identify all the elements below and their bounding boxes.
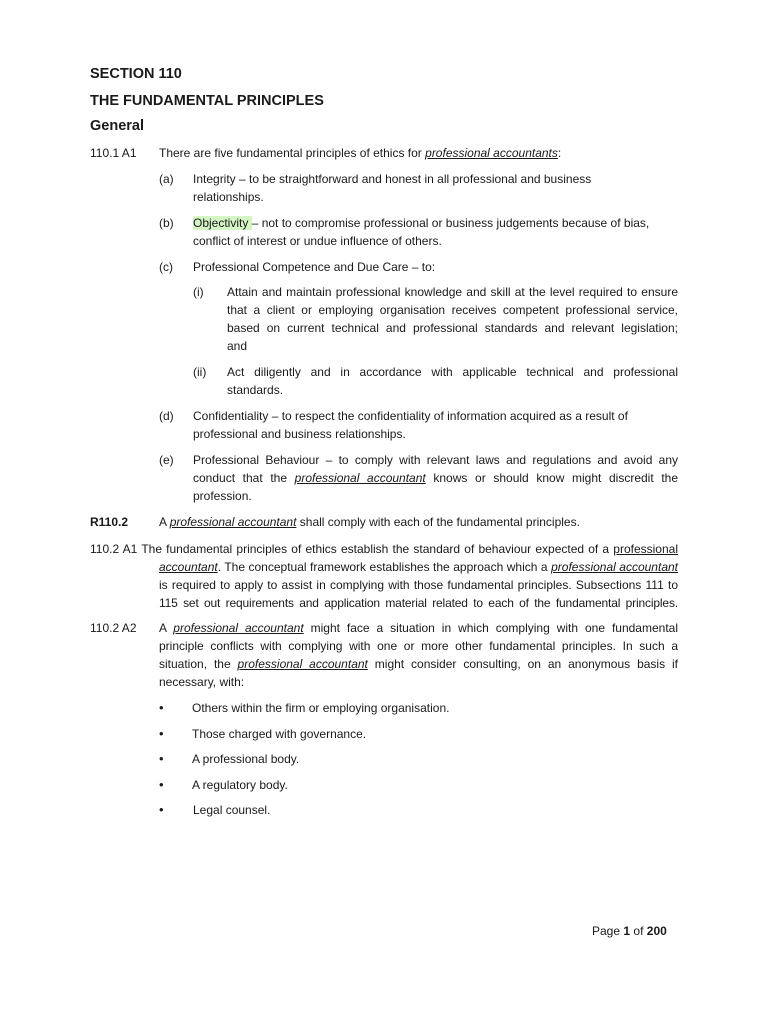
bullet-icon: • xyxy=(159,726,164,741)
bullet-icon: • xyxy=(159,777,164,792)
section-number: SECTION 110 xyxy=(90,66,182,82)
section-title: THE FUNDAMENTAL PRINCIPLES xyxy=(90,93,324,109)
item-b-line1: – not to compromise professional or business judgements because of bias, xyxy=(251,216,650,230)
item-e-line1: Professional Behaviour – to comply with relevant laws and regulations and avoid any xyxy=(193,453,678,467)
list-item xyxy=(159,725,367,743)
a2-line3-post: might consider consulting, on an anonymous basis if xyxy=(367,657,678,671)
a1-line4: 115 set out requirements and application material related to each of the fundamental principles. xyxy=(159,596,678,610)
item-text-b xyxy=(193,214,678,250)
item-label-c: (c) xyxy=(159,260,173,274)
subitem-i-line1: Attain and maintain professional knowledge and skill at the level required to ensure xyxy=(227,285,678,299)
para-110-2-a1-line1 xyxy=(90,540,678,558)
list-item xyxy=(159,750,300,768)
highlighted-text[interactable]: Objectivity xyxy=(193,216,252,230)
a1-line2-mid: . The conceptual framework establishes the approach which a xyxy=(217,560,552,574)
a1-line1-text: The fundamental principles of ethics establish the standard of behaviour expected of a xyxy=(141,542,614,556)
item-a-line2: relationships. xyxy=(193,190,264,204)
a1-line2 xyxy=(159,558,678,576)
item-e-line3: profession. xyxy=(193,489,252,503)
subitem-i-line2: that a client or employing organisation receives competent professional service, xyxy=(227,303,678,317)
of-word: of xyxy=(633,924,644,938)
item-e-line2-pre: conduct that the xyxy=(193,471,295,485)
list-item-text: Others within the firm or employing organisation. xyxy=(192,701,450,715)
bullet-icon: • xyxy=(159,700,164,715)
intro-text: There are five fundamental principles of ethics for xyxy=(159,146,426,160)
a1-line3: is required to apply to assist in complying with those fundamental principles. Subsections 111 to xyxy=(159,578,678,592)
page-total: 200 xyxy=(646,924,667,938)
intro-colon: : xyxy=(557,146,562,160)
list-item-text: Those charged with governance. xyxy=(192,727,367,741)
a2-line3-pre: situation, the xyxy=(159,657,238,671)
subitem-ii-line1: Act diligently and in accordance with applicable technical and professional xyxy=(227,365,678,379)
item-label-e: (e) xyxy=(159,453,174,467)
a2-line2: principle conflicts with complying with one or more other fundamental principles. In such a xyxy=(159,639,678,653)
defined-term-link[interactable]: professional accountant xyxy=(169,515,297,529)
item-d-line2: professional and business relationships. xyxy=(193,427,406,441)
subitem-i-line4: and xyxy=(227,339,248,353)
subitem-ii-line2: standards. xyxy=(227,383,284,397)
section-subtitle: General xyxy=(90,118,144,134)
item-text-c: Professional Competence and Due Care – to: xyxy=(193,260,436,274)
list-item-text: A regulatory body. xyxy=(192,778,288,792)
item-label-d: (d) xyxy=(159,409,174,423)
item-a-line1: Integrity – to be straightforward and honest in all professional and business xyxy=(193,172,592,186)
defined-term-link[interactable]: professional accountant xyxy=(237,657,368,671)
list-item xyxy=(159,776,288,794)
defined-term-link[interactable]: professional accountants xyxy=(425,146,558,160)
list-item xyxy=(159,801,271,819)
defined-term-link[interactable]: professional xyxy=(613,542,678,556)
defined-term-link[interactable]: professional accountant xyxy=(551,560,678,574)
item-text-e xyxy=(193,451,678,505)
item-e-line2-post: knows or should know might discredit the xyxy=(425,471,679,485)
defined-term-link[interactable]: accountant xyxy=(159,560,218,574)
defined-term-link[interactable]: professional accountant xyxy=(173,621,304,635)
item-e-line2 xyxy=(193,469,678,487)
subitem-text-i xyxy=(227,283,678,355)
item-text-a xyxy=(193,170,678,206)
para-110-1-intro xyxy=(159,144,561,162)
item-b-line2: conflict of interest or undue influence of others. xyxy=(193,234,442,248)
para-110-2-a2-body xyxy=(159,619,678,691)
page-word: Page xyxy=(592,924,621,938)
list-item-text: Legal counsel. xyxy=(193,803,271,817)
list-item-text: A professional body. xyxy=(192,752,300,766)
para-110-2-a1-body xyxy=(159,558,678,612)
para-ref-110-2-a1: 110.2 A1 xyxy=(90,542,138,556)
a2-line4: necessary, with: xyxy=(159,675,245,689)
a2-line3 xyxy=(159,655,678,673)
page-counter xyxy=(592,924,667,938)
subitem-text-ii xyxy=(227,363,678,399)
para-ref-r110-2: R110.2 xyxy=(90,515,129,529)
page-number: 1 xyxy=(623,924,631,938)
item-d-line1: Confidentiality – to respect the confidentiality of information acquired as a result of xyxy=(193,409,628,423)
subitem-i-line3: based on current technical and professional standards and relevant legislation; xyxy=(227,321,678,335)
a2-line1 xyxy=(159,619,678,637)
a2-line1-pre: A xyxy=(159,621,174,635)
r110-2-pre: A xyxy=(159,515,170,529)
bullet-icon: • xyxy=(159,751,164,766)
list-item xyxy=(159,699,450,717)
subitem-label-ii: (ii) xyxy=(193,365,207,379)
r110-2-post: shall comply with each of the fundamental principles. xyxy=(296,515,580,529)
subitem-label-i: (i) xyxy=(193,285,204,299)
item-label-a: (a) xyxy=(159,172,174,186)
item-text-d xyxy=(193,407,678,443)
para-r110-2-text xyxy=(159,513,580,531)
para-ref-110-2-a2: 110.2 A2 xyxy=(90,621,137,635)
bullet-icon: • xyxy=(159,802,164,817)
item-label-b: (b) xyxy=(159,216,174,230)
defined-term-link[interactable]: professional accountant xyxy=(294,471,426,485)
para-ref-110-1-a1: 110.1 A1 xyxy=(90,146,137,160)
a2-line1-post: might face a situation in which complying with one fundamental xyxy=(303,621,679,635)
